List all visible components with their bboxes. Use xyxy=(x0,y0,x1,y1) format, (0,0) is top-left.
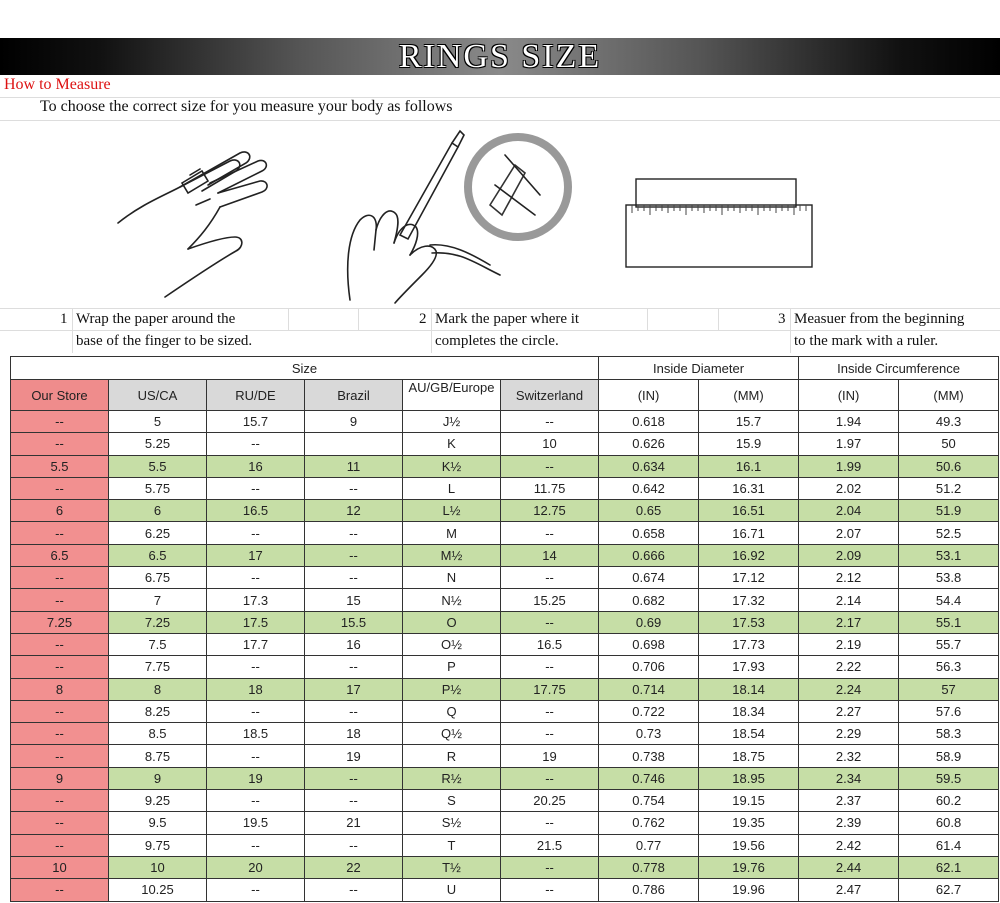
cell-au-gb-europe: T xyxy=(403,834,501,856)
cell-us-ca: 5.75 xyxy=(109,477,207,499)
cell-au-gb-europe: O xyxy=(403,611,501,633)
table-row xyxy=(11,656,999,678)
size-table-body xyxy=(11,411,999,902)
cell-diameter-mm: 16.92 xyxy=(699,544,799,566)
table-row xyxy=(11,567,999,589)
cell-diameter-in: 0.714 xyxy=(599,678,699,700)
cell-switzerland: 12.75 xyxy=(501,500,599,522)
cell-circumference-mm: 60.2 xyxy=(899,790,999,812)
cell-ru-de: 19.5 xyxy=(207,812,305,834)
cell-our-store: -- xyxy=(11,812,109,834)
table-row xyxy=(11,500,999,522)
cell-circumference-in: 1.94 xyxy=(799,411,899,433)
cell-diameter-in: 0.658 xyxy=(599,522,699,544)
cell-brazil: 15.5 xyxy=(305,611,403,633)
cell-switzerland: 19 xyxy=(501,745,599,767)
cell-au-gb-europe: S½ xyxy=(403,812,501,834)
cell-diameter-mm: 16.31 xyxy=(699,477,799,499)
cell-circumference-mm: 49.3 xyxy=(899,411,999,433)
table-row xyxy=(11,411,999,433)
cell-brazil: 16 xyxy=(305,633,403,655)
cell-diameter-in: 0.674 xyxy=(599,567,699,589)
column-header-brazil: Brazil xyxy=(305,380,403,411)
cell-diameter-in: 0.682 xyxy=(599,589,699,611)
cell-au-gb-europe: U xyxy=(403,879,501,901)
cell-brazil: -- xyxy=(305,522,403,544)
table-row xyxy=(11,723,999,745)
cell-circumference-in: 2.02 xyxy=(799,477,899,499)
cell-circumference-mm: 58.9 xyxy=(899,745,999,767)
cell-us-ca: 7.75 xyxy=(109,656,207,678)
cell-circumference-in: 2.14 xyxy=(799,589,899,611)
cell-au-gb-europe: R½ xyxy=(403,767,501,789)
cell-diameter-in: 0.73 xyxy=(599,723,699,745)
cell-switzerland: 10 xyxy=(501,433,599,455)
title-banner xyxy=(0,38,1000,75)
cell-circumference-mm: 57.6 xyxy=(899,700,999,722)
table-row xyxy=(11,745,999,767)
cell-circumference-in: 2.22 xyxy=(799,656,899,678)
step-number: 3 xyxy=(778,311,786,327)
cell-diameter-mm: 17.93 xyxy=(699,656,799,678)
cell-au-gb-europe: P½ xyxy=(403,678,501,700)
table-row xyxy=(11,611,999,633)
cell-diameter-mm: 16.51 xyxy=(699,500,799,522)
cell-au-gb-europe: T½ xyxy=(403,856,501,878)
cell-our-store: -- xyxy=(11,723,109,745)
cell-our-store: -- xyxy=(11,633,109,655)
cell-au-gb-europe: L xyxy=(403,477,501,499)
cell-au-gb-europe: O½ xyxy=(403,633,501,655)
cell-circumference-in: 2.12 xyxy=(799,567,899,589)
cell-us-ca: 8.25 xyxy=(109,700,207,722)
how-to-measure-heading: How to Measure xyxy=(4,76,111,93)
cell-our-store: 10 xyxy=(11,856,109,878)
cell-circumference-in: 2.17 xyxy=(799,611,899,633)
table-row xyxy=(11,455,999,477)
cell-our-store: -- xyxy=(11,879,109,901)
cell-au-gb-europe: P xyxy=(403,656,501,678)
cell-diameter-in: 0.698 xyxy=(599,633,699,655)
cell-our-store: -- xyxy=(11,656,109,678)
cell-au-gb-europe: Q½ xyxy=(403,723,501,745)
cell-switzerland: -- xyxy=(501,411,599,433)
cell-ru-de: -- xyxy=(207,656,305,678)
cell-circumference-in: 2.34 xyxy=(799,767,899,789)
table-row xyxy=(11,522,999,544)
cell-diameter-mm: 17.53 xyxy=(699,611,799,633)
cell-diameter-mm: 15.7 xyxy=(699,411,799,433)
cell-au-gb-europe: J½ xyxy=(403,411,501,433)
cell-au-gb-europe: M½ xyxy=(403,544,501,566)
cell-diameter-mm: 19.15 xyxy=(699,790,799,812)
cell-circumference-in: 1.97 xyxy=(799,433,899,455)
table-row xyxy=(11,477,999,499)
cell-circumference-mm: 53.8 xyxy=(899,567,999,589)
cell-circumference-mm: 60.8 xyxy=(899,812,999,834)
cell-diameter-in: 0.69 xyxy=(599,611,699,633)
cell-switzerland: 11.75 xyxy=(501,477,599,499)
cell-us-ca: 5.5 xyxy=(109,455,207,477)
cell-us-ca: 7.25 xyxy=(109,611,207,633)
cell-au-gb-europe: R xyxy=(403,745,501,767)
cell-diameter-in: 0.666 xyxy=(599,544,699,566)
circumference-group-header: Inside Circumference xyxy=(799,357,999,380)
cell-ru-de: 19 xyxy=(207,767,305,789)
cell-ru-de: -- xyxy=(207,745,305,767)
column-header-switzerland: Switzerland xyxy=(501,380,599,411)
cell-ru-de: -- xyxy=(207,477,305,499)
table-row xyxy=(11,767,999,789)
cell-brazil: 21 xyxy=(305,812,403,834)
cell-circumference-in: 2.42 xyxy=(799,834,899,856)
cell-brazil: -- xyxy=(305,656,403,678)
cell-circumference-mm: 50 xyxy=(899,433,999,455)
cell-our-store: 7.25 xyxy=(11,611,109,633)
cell-brazil: 11 xyxy=(305,455,403,477)
cell-brazil: -- xyxy=(305,544,403,566)
cell-ru-de: 16.5 xyxy=(207,500,305,522)
cell-our-store: -- xyxy=(11,700,109,722)
cell-ru-de: 17.5 xyxy=(207,611,305,633)
cell-circumference-mm: 51.2 xyxy=(899,477,999,499)
cell-circumference-mm: 55.7 xyxy=(899,633,999,655)
cell-us-ca: 10 xyxy=(109,856,207,878)
cell-brazil: 18 xyxy=(305,723,403,745)
cell-au-gb-europe: M xyxy=(403,522,501,544)
step-line: to the mark with a ruler. xyxy=(794,333,939,349)
cell-us-ca: 6 xyxy=(109,500,207,522)
cell-circumference-in: 2.37 xyxy=(799,790,899,812)
cell-circumference-in: 1.99 xyxy=(799,455,899,477)
cell-switzerland: -- xyxy=(501,522,599,544)
cell-brazil: -- xyxy=(305,700,403,722)
cell-ru-de: 17.3 xyxy=(207,589,305,611)
diameter-group-header: Inside Diameter xyxy=(599,357,799,380)
cell-au-gb-europe: N xyxy=(403,567,501,589)
cell-our-store: 6.5 xyxy=(11,544,109,566)
cell-switzerland: -- xyxy=(501,723,599,745)
table-row xyxy=(11,834,999,856)
cell-our-store: -- xyxy=(11,411,109,433)
cell-ru-de: 17 xyxy=(207,544,305,566)
cell-circumference-mm: 53.1 xyxy=(899,544,999,566)
cell-us-ca: 9.75 xyxy=(109,834,207,856)
table-row xyxy=(11,544,999,566)
cell-ru-de: -- xyxy=(207,879,305,901)
cell-switzerland: -- xyxy=(501,611,599,633)
cell-ru-de: -- xyxy=(207,834,305,856)
cell-au-gb-europe: N½ xyxy=(403,589,501,611)
cell-our-store: -- xyxy=(11,589,109,611)
cell-our-store: -- xyxy=(11,477,109,499)
cell-circumference-mm: 58.3 xyxy=(899,723,999,745)
cell-our-store: 9 xyxy=(11,767,109,789)
cell-us-ca: 6.5 xyxy=(109,544,207,566)
cell-brazil: -- xyxy=(305,790,403,812)
cell-brazil: 22 xyxy=(305,856,403,878)
step-number: 2 xyxy=(419,311,427,327)
cell-brazil: -- xyxy=(305,879,403,901)
cell-switzerland: 21.5 xyxy=(501,834,599,856)
cell-circumference-in: 2.04 xyxy=(799,500,899,522)
cell-us-ca: 5.25 xyxy=(109,433,207,455)
cell-switzerland: -- xyxy=(501,700,599,722)
cell-brazil: -- xyxy=(305,834,403,856)
column-header-au-gb-europe: AU/GB/Europe xyxy=(403,380,501,411)
cell-switzerland: -- xyxy=(501,567,599,589)
cell-us-ca: 9.25 xyxy=(109,790,207,812)
size-group-header: Size xyxy=(11,357,599,380)
cell-brazil: 12 xyxy=(305,500,403,522)
cell-circumference-mm: 54.4 xyxy=(899,589,999,611)
cell-switzerland: 17.75 xyxy=(501,678,599,700)
cell-diameter-mm: 15.9 xyxy=(699,433,799,455)
cell-us-ca: 7.5 xyxy=(109,633,207,655)
cell-us-ca: 9 xyxy=(109,767,207,789)
cell-diameter-in: 0.762 xyxy=(599,812,699,834)
cell-our-store: -- xyxy=(11,834,109,856)
column-header-diameter-in: (IN) xyxy=(599,380,699,411)
cell-circumference-in: 2.32 xyxy=(799,745,899,767)
cell-au-gb-europe: Q xyxy=(403,700,501,722)
cell-diameter-mm: 19.76 xyxy=(699,856,799,878)
divider xyxy=(288,308,289,330)
cell-circumference-mm: 56.3 xyxy=(899,656,999,678)
page-title: RINGS SIZE xyxy=(398,37,602,75)
step-line: Measuer from the beginning xyxy=(794,311,965,327)
cell-diameter-mm: 17.32 xyxy=(699,589,799,611)
cell-us-ca: 7 xyxy=(109,589,207,611)
cell-us-ca: 5 xyxy=(109,411,207,433)
cell-diameter-mm: 16.1 xyxy=(699,455,799,477)
cell-diameter-in: 0.77 xyxy=(599,834,699,856)
cell-brazil: 19 xyxy=(305,745,403,767)
cell-diameter-mm: 18.14 xyxy=(699,678,799,700)
cell-diameter-mm: 18.75 xyxy=(699,745,799,767)
cell-diameter-in: 0.618 xyxy=(599,411,699,433)
cell-switzerland: 14 xyxy=(501,544,599,566)
cell-circumference-mm: 57 xyxy=(899,678,999,700)
cell-our-store: -- xyxy=(11,745,109,767)
intro-text: To choose the correct size for you measure your body as follows xyxy=(40,98,453,115)
cell-diameter-mm: 18.54 xyxy=(699,723,799,745)
step-line: completes the circle. xyxy=(435,333,559,349)
cell-circumference-in: 2.24 xyxy=(799,678,899,700)
divider xyxy=(718,308,719,330)
cell-au-gb-europe: S xyxy=(403,790,501,812)
cell-diameter-mm: 19.96 xyxy=(699,879,799,901)
cell-ru-de: -- xyxy=(207,567,305,589)
cell-diameter-mm: 17.73 xyxy=(699,633,799,655)
cell-ru-de: 18.5 xyxy=(207,723,305,745)
cell-switzerland: -- xyxy=(501,767,599,789)
table-row xyxy=(11,589,999,611)
step-number: 1 xyxy=(60,311,68,327)
cell-brazil: -- xyxy=(305,767,403,789)
cell-our-store: 5.5 xyxy=(11,455,109,477)
ruler-icon xyxy=(620,125,820,275)
table-row xyxy=(11,856,999,878)
cell-brazil xyxy=(305,433,403,455)
cell-our-store: -- xyxy=(11,790,109,812)
cell-switzerland: -- xyxy=(501,879,599,901)
cell-ru-de: 16 xyxy=(207,455,305,477)
cell-circumference-in: 2.39 xyxy=(799,812,899,834)
cell-diameter-in: 0.65 xyxy=(599,500,699,522)
column-header-us-ca: US/CA xyxy=(109,380,207,411)
column-header-our-store: Our Store xyxy=(11,380,109,411)
cell-brazil: 9 xyxy=(305,411,403,433)
table-row xyxy=(11,790,999,812)
ring-size-table xyxy=(10,356,999,902)
cell-diameter-mm: 19.35 xyxy=(699,812,799,834)
cell-diameter-in: 0.746 xyxy=(599,767,699,789)
cell-diameter-in: 0.706 xyxy=(599,656,699,678)
cell-switzerland: -- xyxy=(501,455,599,477)
column-header-circumference-in: (IN) xyxy=(799,380,899,411)
cell-our-store: -- xyxy=(11,522,109,544)
cell-circumference-mm: 59.5 xyxy=(899,767,999,789)
cell-au-gb-europe: K½ xyxy=(403,455,501,477)
divider xyxy=(647,308,648,330)
cell-switzerland: 15.25 xyxy=(501,589,599,611)
cell-diameter-in: 0.754 xyxy=(599,790,699,812)
cell-switzerland: 20.25 xyxy=(501,790,599,812)
cell-diameter-mm: 18.34 xyxy=(699,700,799,722)
step-line: Wrap the paper around the xyxy=(76,311,236,327)
cell-our-store: 6 xyxy=(11,500,109,522)
cell-ru-de: 20 xyxy=(207,856,305,878)
cell-our-store: -- xyxy=(11,567,109,589)
cell-us-ca: 9.5 xyxy=(109,812,207,834)
cell-switzerland: -- xyxy=(501,812,599,834)
cell-circumference-mm: 62.7 xyxy=(899,879,999,901)
cell-ru-de: -- xyxy=(207,700,305,722)
column-header-circumference-mm: (MM) xyxy=(899,380,999,411)
step-line: Mark the paper where it xyxy=(435,311,580,327)
cell-switzerland: 16.5 xyxy=(501,633,599,655)
cell-au-gb-europe: K xyxy=(403,433,501,455)
cell-circumference-in: 2.29 xyxy=(799,723,899,745)
cell-au-gb-europe: L½ xyxy=(403,500,501,522)
table-row xyxy=(11,879,999,901)
cell-circumference-in: 2.44 xyxy=(799,856,899,878)
cell-diameter-mm: 18.95 xyxy=(699,767,799,789)
cell-us-ca: 8.5 xyxy=(109,723,207,745)
cell-circumference-in: 2.07 xyxy=(799,522,899,544)
cell-diameter-in: 0.722 xyxy=(599,700,699,722)
divider xyxy=(0,330,1000,331)
cell-brazil: -- xyxy=(305,567,403,589)
cell-circumference-in: 2.27 xyxy=(799,700,899,722)
cell-us-ca: 8 xyxy=(109,678,207,700)
cell-diameter-mm: 16.71 xyxy=(699,522,799,544)
divider xyxy=(358,308,359,330)
cell-diameter-in: 0.778 xyxy=(599,856,699,878)
cell-diameter-mm: 17.12 xyxy=(699,567,799,589)
cell-circumference-in: 2.09 xyxy=(799,544,899,566)
cell-us-ca: 8.75 xyxy=(109,745,207,767)
cell-brazil: 15 xyxy=(305,589,403,611)
cell-us-ca: 10.25 xyxy=(109,879,207,901)
cell-diameter-in: 0.786 xyxy=(599,879,699,901)
column-header-ru-de: RU/DE xyxy=(207,380,305,411)
cell-brazil: 17 xyxy=(305,678,403,700)
cell-circumference-mm: 50.6 xyxy=(899,455,999,477)
hand-marking-pen-icon xyxy=(340,125,580,305)
cell-our-store: 8 xyxy=(11,678,109,700)
cell-diameter-in: 0.626 xyxy=(599,433,699,455)
cell-us-ca: 6.25 xyxy=(109,522,207,544)
cell-ru-de: -- xyxy=(207,790,305,812)
table-row xyxy=(11,433,999,455)
cell-circumference-mm: 62.1 xyxy=(899,856,999,878)
step-line: base of the finger to be sized. xyxy=(76,333,253,349)
cell-switzerland: -- xyxy=(501,656,599,678)
cell-us-ca: 6.75 xyxy=(109,567,207,589)
hand-with-paper-icon xyxy=(110,125,280,305)
cell-ru-de: 17.7 xyxy=(207,633,305,655)
cell-ru-de: -- xyxy=(207,522,305,544)
cell-circumference-mm: 51.9 xyxy=(899,500,999,522)
cell-ru-de: -- xyxy=(207,433,305,455)
column-header-diameter-mm: (MM) xyxy=(699,380,799,411)
table-row xyxy=(11,700,999,722)
divider xyxy=(0,120,1000,121)
cell-circumference-mm: 61.4 xyxy=(899,834,999,856)
cell-brazil: -- xyxy=(305,477,403,499)
cell-circumference-in: 2.19 xyxy=(799,633,899,655)
cell-our-store: -- xyxy=(11,433,109,455)
cell-ru-de: 15.7 xyxy=(207,411,305,433)
table-row xyxy=(11,633,999,655)
cell-diameter-in: 0.738 xyxy=(599,745,699,767)
table-row xyxy=(11,678,999,700)
table-row xyxy=(11,812,999,834)
cell-circumference-mm: 55.1 xyxy=(899,611,999,633)
cell-diameter-mm: 19.56 xyxy=(699,834,799,856)
cell-circumference-mm: 52.5 xyxy=(899,522,999,544)
cell-diameter-in: 0.642 xyxy=(599,477,699,499)
cell-diameter-in: 0.634 xyxy=(599,455,699,477)
cell-switzerland: -- xyxy=(501,856,599,878)
cell-circumference-in: 2.47 xyxy=(799,879,899,901)
cell-ru-de: 18 xyxy=(207,678,305,700)
